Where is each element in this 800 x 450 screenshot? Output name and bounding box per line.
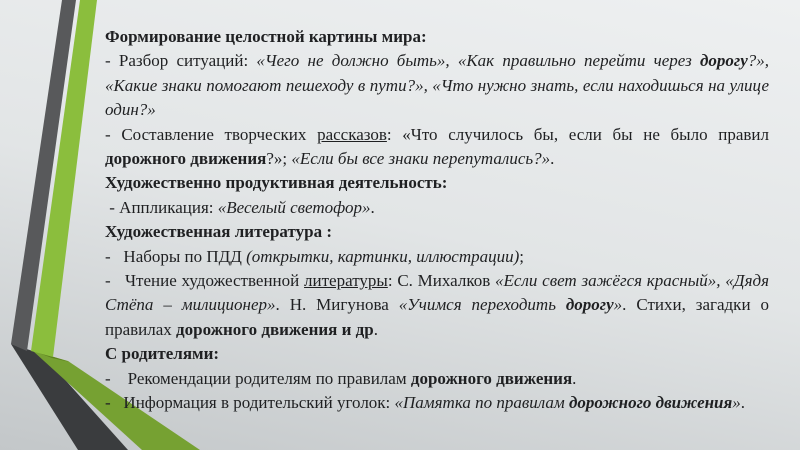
section-heading xyxy=(105,25,769,49)
slide-body-text xyxy=(105,25,769,416)
text-segment: (открытки, картинки, иллюстрации) xyxy=(246,246,520,266)
body-paragraph xyxy=(105,123,769,172)
text-segment: - Составление творческих xyxy=(105,124,318,144)
text-segment: дорожного движения и др xyxy=(176,319,374,339)
text-segment: : С. Михалков xyxy=(387,271,496,291)
text-segment: . xyxy=(740,393,746,413)
text-segment: литературы xyxy=(304,271,388,291)
text-segment: Художественно продуктивная деятельность: xyxy=(105,173,448,193)
text-segment: ?»; xyxy=(266,149,292,169)
text-segment: Художественная литература : xyxy=(105,222,332,242)
text-segment: . xyxy=(370,197,375,217)
body-paragraph xyxy=(105,245,769,269)
text-segment: «Если бы все знаки перепутались?» xyxy=(291,149,551,169)
body-paragraph xyxy=(105,391,769,415)
text-segment: - Чтение художественной xyxy=(105,271,305,291)
text-segment: дорожного движения xyxy=(410,368,573,388)
text-segment: - Разбор ситуаций: xyxy=(105,51,257,71)
section-heading xyxy=(105,342,769,366)
text-segment: «Чего не должно быть», «Как правильно перейти через xyxy=(256,51,700,71)
text-segment: «Если свет зажёгся красный», «Дядя Стёпа – милиционер» xyxy=(105,271,769,315)
text-segment: » xyxy=(613,295,623,315)
text-segment: С родителями: xyxy=(105,344,220,364)
section-heading xyxy=(105,171,769,195)
text-segment: «Веселый светофор» xyxy=(217,197,371,217)
text-segment: - Наборы по ПДД xyxy=(105,246,247,266)
text-segment: - Информация в родительский уголок: xyxy=(105,393,395,413)
text-segment: рассказов xyxy=(317,124,387,144)
text-segment: дорогу xyxy=(699,51,748,71)
text-segment: Формирование целостной картины мира: xyxy=(105,27,427,46)
text-segment: - Рекомендации родителям по правилам xyxy=(105,368,411,388)
text-segment: «Учимся переходить xyxy=(398,295,566,315)
text-segment: . Н. Мигунова xyxy=(275,295,399,315)
text-segment: . xyxy=(373,319,378,339)
text-segment: дорожного движения xyxy=(105,149,267,169)
body-paragraph xyxy=(105,269,769,342)
body-paragraph xyxy=(105,49,769,122)
text-segment: . Стихи, загадки о правилах xyxy=(105,295,769,339)
body-paragraph xyxy=(105,196,769,220)
text-segment: ?», «Какие знаки помогают пешеходу в пути?», «Что нужно знать, если находишься на улице один?» xyxy=(105,51,769,120)
text-segment: ; xyxy=(519,246,525,266)
text-segment: «Памятка по правилам xyxy=(394,393,569,413)
body-paragraph xyxy=(105,367,769,391)
text-segment: дорогу xyxy=(565,295,614,315)
text-segment: : «Что случилось бы, если бы не было правил xyxy=(386,124,770,144)
text-segment: » xyxy=(732,393,741,413)
text-segment: . xyxy=(550,149,555,169)
text-segment: . xyxy=(572,368,577,388)
text-segment: - Аппликация: xyxy=(105,197,218,217)
text-segment: дорожного движения xyxy=(568,393,733,413)
section-heading xyxy=(105,220,769,244)
